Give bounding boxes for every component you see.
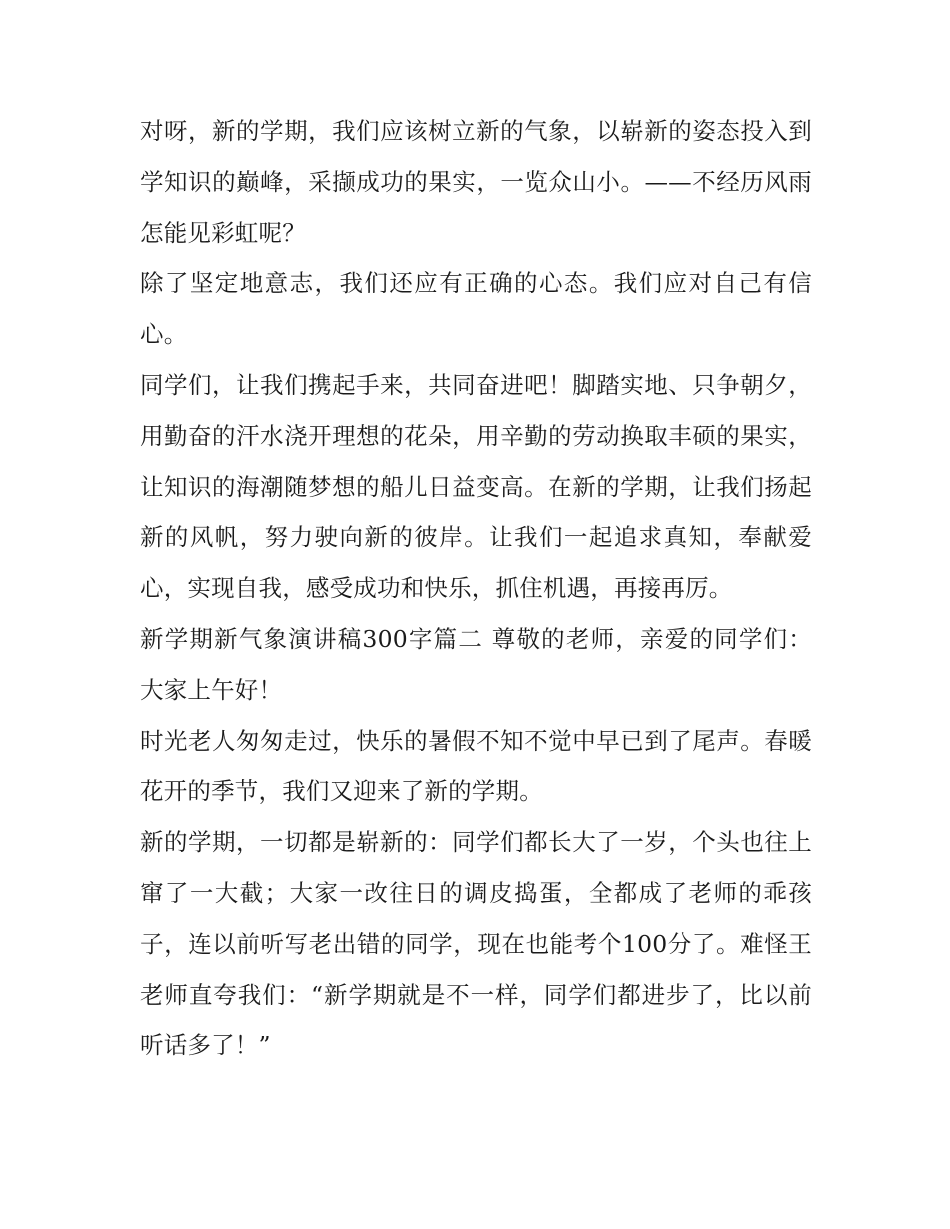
paragraph-4: 新学期新气象演讲稿300字篇二 尊敬的老师，亲爱的同学们： 大家上午好！ xyxy=(140,624,812,704)
paragraph-1: 对呀，新的学期，我们应该树立新的气象，以崭新的姿态投入到学知识的巅峰，采撷成功的果实，一览众山小。——不经历风雨怎能见彩虹呢？ xyxy=(140,117,812,247)
document-body xyxy=(140,106,812,1071)
paragraph-6: 新的学期，一切都是崭新的：同学们都长大了一岁，个头也往上窜了一大截；大家一改往日的调皮捣蛋，全都成了老师的乖孩子，连以前听写老出错的同学，现在也能考个100分了。难怪王老师直夸我们：“新学期就是不一样，同学们都进步了，比以前听话多了！” xyxy=(140,828,812,1060)
paragraph-5: 时光老人匆匆走过，快乐的暑假不知不觉中早已到了尾声。春暖花开的季节，我们又迎来了新的学期。 xyxy=(140,726,812,806)
paragraph-3: 同学们，让我们携起手来，共同奋进吧！脚踏实地、只争朝夕，用勤奋的汗水浇开理想的花朵，用辛勤的劳动换取丰硕的果实，让知识的海潮随梦想的船儿日益变高。在新的学期，让我们扬起新的风帆，努力驶向新的彼岸。让我们一起追求真知，奉献爱心，实现自我，感受成功和快乐，抓住机遇，再接再厉。 xyxy=(140,370,812,603)
paragraph-2: 除了坚定地意志，我们还应有正确的心态。我们应对自己有信心。 xyxy=(140,269,812,349)
